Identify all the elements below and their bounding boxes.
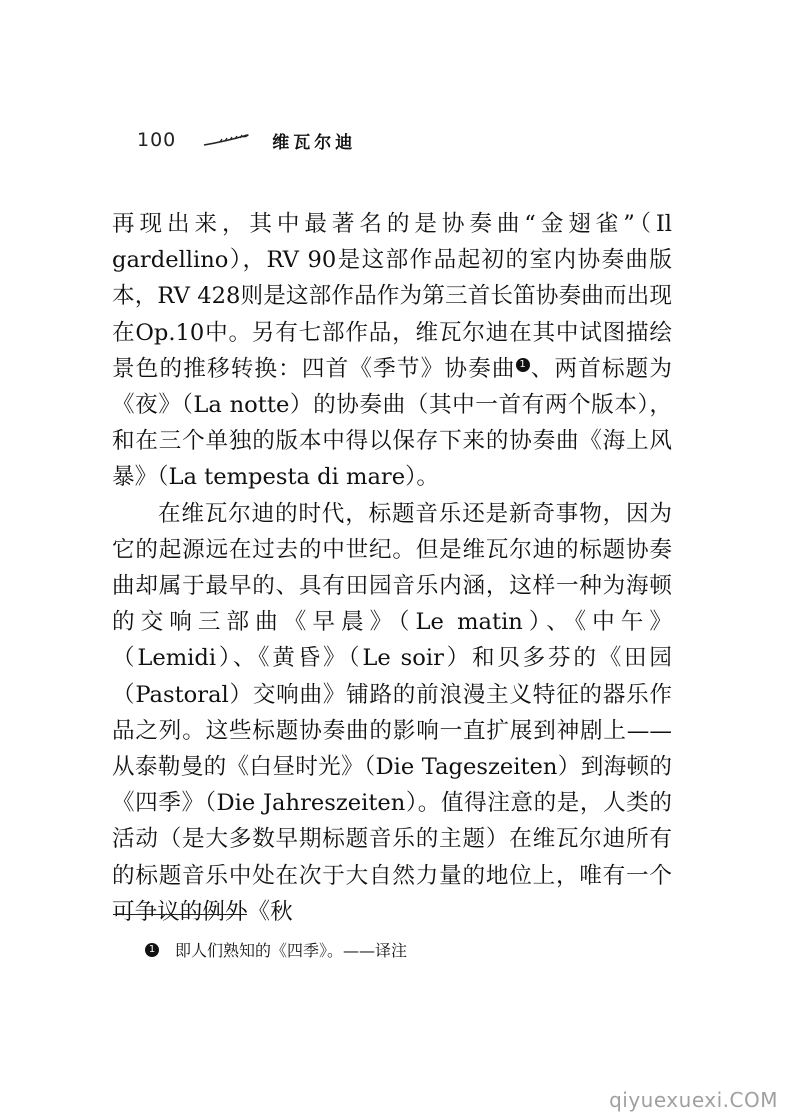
paragraph-1-text-b: 、两首标题为《夜》（La notte）的协奏曲（其中一首有两个版本），和在三个单独的版本中得以保存下来的协奏曲《海上风暴》（La tempesta di mare）。	[112, 355, 673, 491]
footnote-divider	[113, 914, 247, 915]
page-header	[137, 128, 356, 152]
quill-flourish-icon	[202, 133, 250, 147]
page-number: 100	[137, 129, 177, 151]
paragraph-2: 在维瓦尔迪的时代，标题音乐还是新奇事物，因为它的起源远在过去的中世纪。但是维瓦尔迪的标题协奏曲却属于最早的、具有田园音乐内涵，这样一种为海顿的交响三部曲《早晨》（Le matin）、《中午》（Lemidi）、《黄昏》（Le soir）和贝多芬的《田园（Pastoral）交响曲》铺路的前浪漫主义特征的器乐作品之列。这些标题协奏曲的影响一直扩展到神剧上——从泰勒曼的《白昼时光》（Die Tageszeiten）到海顿的《四季》（Die Jahreszeiten）。值得注意的是，人类的活动（是大多数早期标题音乐的主题）在维瓦尔迪所有的标题音乐中处在次于大自然力量的地位上，唯有一个可争议的例外《秋	[112, 500, 672, 925]
footnote-marker: 1	[145, 943, 159, 957]
watermark: qiyuexuexi.COM	[609, 1088, 778, 1112]
paragraph-1	[112, 206, 672, 496]
paragraph-1-text-a: 再现出来，其中最著名的是协奏曲“金翅雀”（Il gardellino），RV 90是这部作品起初的室内协奏曲版本，RV 428则是这部作品作为第三首长笛协奏曲而出现在Op.10中。另有七部作品，维瓦尔迪在其中试图描绘景色的推移转换：四首《季节》协奏曲	[112, 211, 672, 382]
running-title: 维瓦尔迪	[272, 132, 357, 153]
footnote	[145, 938, 407, 961]
footnote-text: 即人们熟知的《四季》。——译注	[175, 941, 408, 960]
body-text	[112, 206, 672, 930]
footnote-reference[interactable]: 1	[516, 358, 530, 372]
